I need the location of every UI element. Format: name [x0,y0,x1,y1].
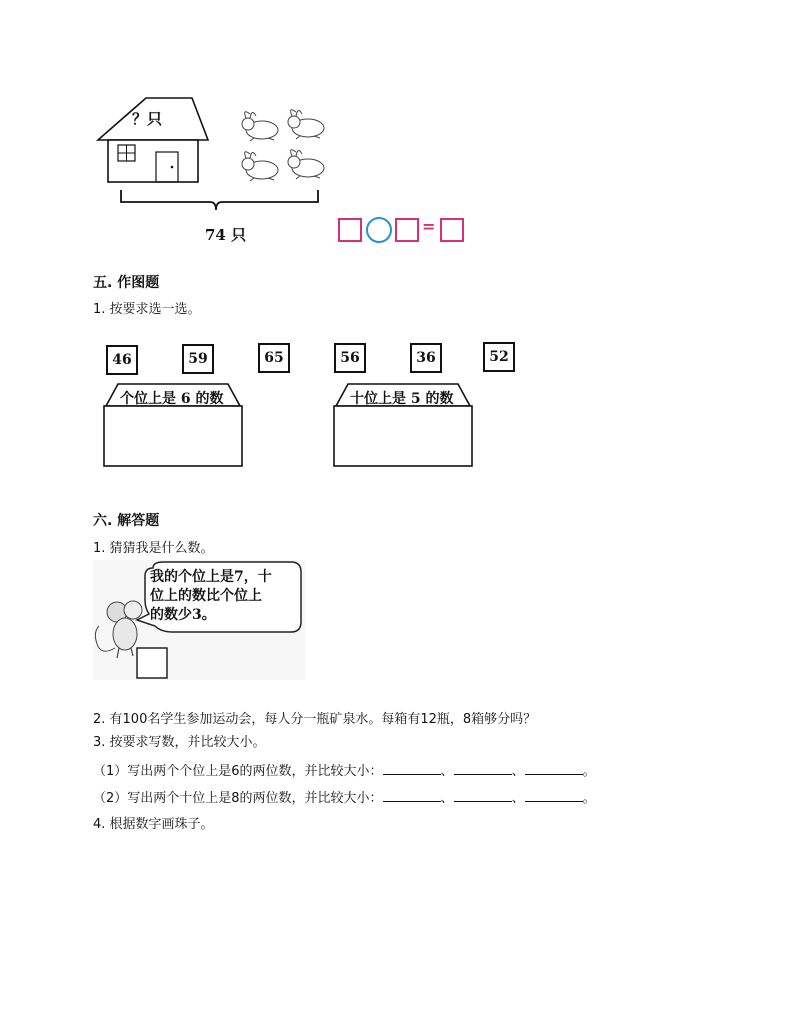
period: 。 [582,791,596,806]
number-card[interactable]: 56 [334,343,366,373]
equation-blank-box[interactable] [395,218,419,242]
separator: 、 [440,764,454,779]
speech-line: 位上的数比个位上 [150,588,262,604]
section6-question-4: 4. 根据数字画珠子。 [93,817,214,832]
answer-blank[interactable] [525,789,583,802]
section6-question-1: 1. 猜猜我是什么数。 [93,541,214,556]
answer-blank[interactable] [454,789,512,802]
total-label: 74 只 [205,226,247,244]
rabbit-icon [242,152,278,181]
equation-result-box[interactable] [440,218,464,242]
number-card[interactable]: 36 [410,343,442,373]
bin-ones-six-label: 个位上是 6 的数 [120,391,224,407]
bin-tens-five-label: 十位上是 5 的数 [350,391,454,407]
separator: 、 [511,791,525,806]
number-card[interactable]: 65 [258,343,290,373]
answer-blank[interactable] [383,762,441,775]
equation-blank-box[interactable] [338,218,362,242]
speech-text [150,568,272,625]
question-3-part-1 [93,760,596,779]
speech-line: 我的个位上是7，十 [150,569,272,585]
separator: 、 [440,791,454,806]
section6-question-3: 3. 按要求写数，并比较大小。 [93,735,266,750]
answer-blank[interactable] [525,762,583,775]
answer-blank[interactable] [454,762,512,775]
section6-question-2: 2. 有100名学生参加运动会，每人分一瓶矿泉水。每箱有12瓶，8箱够分吗？ [93,712,537,727]
period: 。 [582,764,596,779]
section6-title: 六. 解答题 [93,513,160,529]
separator: 、 [511,764,525,779]
question-3-part-2-text: （2）写出两个十位上是8的两位数，并比较大小： [93,791,383,806]
question-3-part-1-text: （1）写出两个个位上是6的两位数，并比较大小： [93,764,383,779]
question-3-part-2 [93,787,596,806]
answer-box[interactable] [137,648,167,678]
speech-line: 的数少3。 [150,607,216,623]
number-card[interactable]: 52 [483,342,515,372]
answer-blank[interactable] [383,789,441,802]
number-card[interactable]: 46 [106,345,138,375]
equation-operator-circle[interactable] [366,217,392,243]
house-label: ？只 [132,110,163,128]
section5-title: 五. 作图题 [93,275,160,291]
rabbit-icon [288,150,324,179]
section5-question-1: 1. 按要求选一选。 [93,302,201,317]
number-card[interactable]: 59 [182,344,214,374]
equation-equals: = [422,217,436,236]
rabbit-icon [288,110,324,139]
rabbit-icon [242,112,278,141]
total-brace [121,190,318,210]
